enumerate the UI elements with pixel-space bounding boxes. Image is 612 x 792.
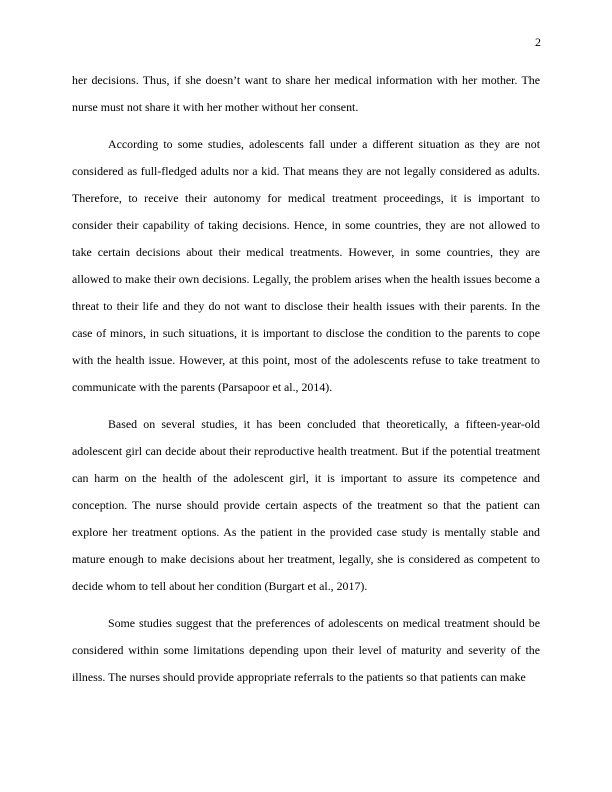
document-body <box>72 67 540 701</box>
paragraph-preferences: Some studies suggest that the preferences of adolescents on medical treatment should be considered within some limitations depending upon their level of maturity and severity of the illness. The nurses should provide appropriate referrals to the patients so that patients can make <box>72 616 540 684</box>
page-number: 2 <box>535 35 541 49</box>
paragraph-continuation: her decisions. Thus, if she doesn’t want to share her medical information with her mother. The nurse must not share it with her mother without her consent. <box>72 73 540 114</box>
paragraph-adolescent-autonomy: According to some studies, adolescents fall under a different situation as they are not considered as full-fledged adults nor a kid. That means they are not legally considered as adults. Therefore, to receive their autonomy for medical treatment proceedings, it is important to consider their capability of taking decisions. Hence, in some countries, they are not allowed to take certain decisions about their medical treatments. However, in some countries, they are allowed to make their own decisions. Legally, the problem arises when the health issues become a threat to their life and they do not want to disclose their health issues with their parents. In the case of minors, in such situations, it is important to disclose the condition to the parents to cope with the health issue. However, at this point, most of the adolescents refuse to take treatment to communicate with the parents (Parsapoor et al., 2014). <box>72 137 540 394</box>
paragraph-competence: Based on several studies, it has been concluded that theoretically, a fifteen-year-old adolescent girl can decide about their reproductive health treatment. But if the potential treatment can harm on the health of the adolescent girl, it is important to assure its competence and conception. The nurse should provide certain aspects of the treatment so that the patient can explore her treatment options. As the patient in the provided case study is mentally stable and mature enough to make decisions about her treatment, legally, she is considered as competent to decide whom to tell about her condition (Burgart et al., 2017). <box>72 417 540 593</box>
